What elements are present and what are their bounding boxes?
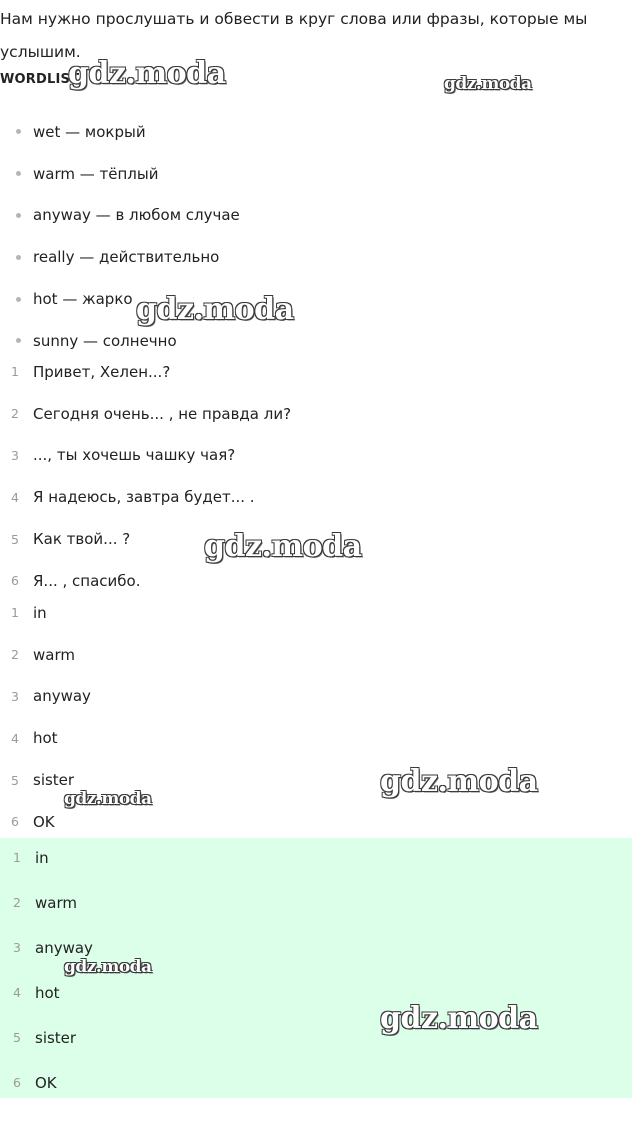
item-number: 1 [11, 605, 19, 621]
wordlist-entry: wet — мокрый [33, 122, 146, 141]
wordlist-entry: really — действительно [33, 248, 220, 267]
list-item [0, 634, 91, 676]
bullet-icon [16, 213, 21, 218]
list-item [0, 676, 91, 718]
answer-text: in [35, 848, 49, 867]
item-number: 1 [13, 850, 21, 865]
question-text: Как твой... ? [33, 530, 131, 549]
watermark: gdz.moda [380, 764, 538, 799]
answer-text: anyway [35, 938, 93, 957]
question-text: Привет, Хелен...? [33, 362, 171, 381]
wordlist-entry: sunny — солнечно [33, 331, 177, 350]
item-number: 3 [13, 940, 21, 955]
list-item [0, 435, 291, 477]
item-number: 4 [11, 730, 19, 746]
answer-text: in [33, 603, 47, 622]
bullet-icon [16, 171, 21, 176]
watermark: gdz.moda [204, 529, 362, 564]
wordlist-entry: warm — тёплый [33, 164, 159, 183]
item-number: 3 [11, 688, 19, 704]
answer-text: sister [33, 771, 75, 790]
watermark: gdz.moda [380, 1001, 538, 1036]
watermark: gdz.moda [64, 789, 152, 809]
item-number: 2 [11, 647, 19, 663]
bullet-icon [16, 255, 21, 260]
wordlist-heading: WORDLIST [0, 72, 80, 87]
item-number: 2 [11, 406, 19, 422]
bullet-icon [16, 297, 21, 302]
item-number: 2 [13, 895, 21, 910]
item-number: 5 [11, 772, 19, 788]
list-item [0, 236, 240, 278]
item-number: 4 [11, 489, 19, 505]
watermark: gdz.moda [64, 957, 152, 977]
list-item [2, 1015, 93, 1060]
questions-list [0, 351, 291, 602]
bullet-icon [16, 129, 21, 134]
item-number: 4 [13, 985, 21, 1000]
answer-text: OK [35, 1073, 57, 1092]
intro-text: Нам нужно прослушать и обвести в круг слова или фразы, которые мы услышим. [0, 10, 588, 61]
answer-text: hot [35, 983, 60, 1002]
answer-text: warm [35, 893, 77, 912]
answer-text: sister [35, 1028, 77, 1047]
wordlist-entry: hot — жарко [33, 290, 133, 309]
list-item [0, 195, 240, 237]
list-item [2, 880, 93, 925]
answer-text: hot [33, 729, 58, 748]
question-text: Я надеюсь, завтра будет... . [33, 488, 255, 507]
list-item [0, 393, 291, 435]
wordlist-entry: anyway — в любом случае [33, 206, 240, 225]
watermark: gdz.moda [444, 74, 532, 94]
watermark: gdz.moda [68, 56, 226, 91]
list-item [2, 1060, 93, 1105]
answer-text: OK [33, 812, 55, 831]
answer-text: warm [33, 645, 75, 664]
item-number: 5 [11, 531, 19, 547]
list-item [0, 592, 91, 634]
bullet-icon [16, 338, 21, 343]
question-text: Сегодня очень... , не правда ли? [33, 404, 292, 423]
item-number: 6 [13, 1075, 21, 1090]
item-number: 6 [11, 814, 19, 830]
list-item [0, 351, 291, 393]
item-number: 1 [11, 364, 19, 380]
question-text: Я... , спасибо. [33, 571, 141, 590]
list-item [0, 717, 91, 759]
list-item [0, 476, 291, 518]
list-item [0, 153, 240, 195]
watermark: gdz.moda [136, 292, 294, 327]
question-text: ..., ты хочешь чашку чая? [33, 446, 236, 465]
list-item [0, 111, 240, 153]
list-item [2, 835, 93, 880]
answer-text: anyway [33, 687, 91, 706]
item-number: 5 [13, 1030, 21, 1045]
item-number: 3 [11, 447, 19, 463]
item-number: 6 [11, 573, 19, 589]
